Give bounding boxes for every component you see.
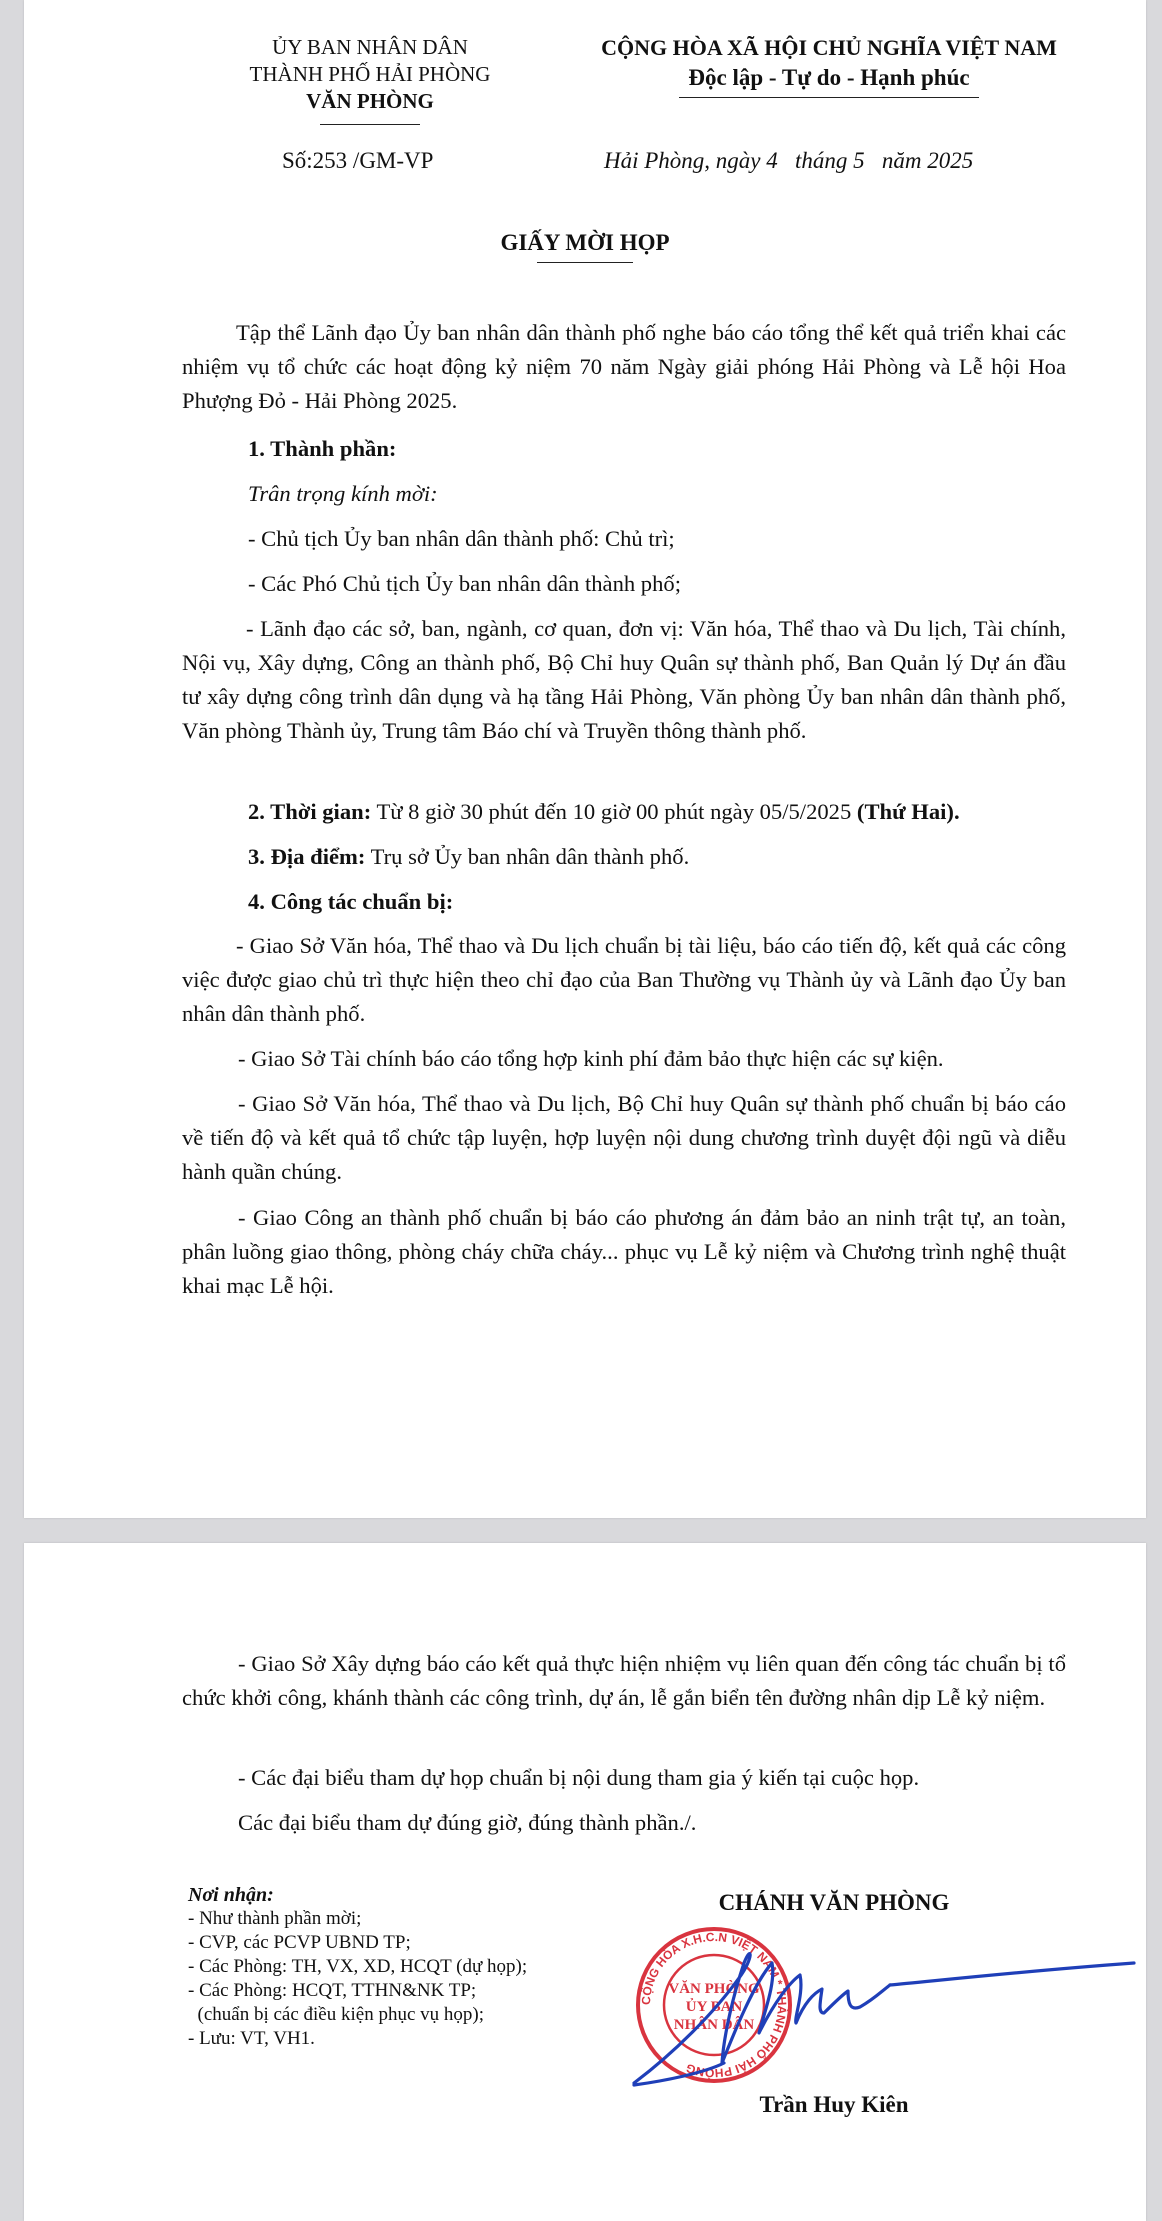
- recipients-heading: Nơi nhận:: [188, 1884, 274, 1906]
- intro-paragraph: [182, 316, 1066, 418]
- section-2-heading: 2. Thời gian:: [248, 799, 372, 824]
- section-3-text: Trụ sở Ủy ban nhân dân thành phố.: [365, 844, 690, 869]
- task-item: - Các đại biểu tham dự họp chuẩn bị nội dung tham gia ý kiến tại cuộc họp.: [238, 1765, 920, 1790]
- document-date: Hải Phòng, ngày 4 tháng 5 năm 2025: [604, 148, 974, 173]
- document-title: GIẤY MỜI HỌP: [500, 230, 670, 255]
- task-item: - Giao Sở Tài chính báo cáo tổng hợp kinh phí đảm bảo thực hiện các sự kiện.: [238, 1046, 944, 1071]
- recipients-block: [188, 1883, 527, 2051]
- stamp-inner-line: VĂN PHÒNG: [668, 1981, 760, 1997]
- section-1-invite: Trân trọng kính mời:: [248, 481, 438, 506]
- stamp-and-signature-graphic: [604, 1923, 1144, 2093]
- task-item: [182, 929, 1066, 1031]
- recipient-line: - CVP, các PCVP UBND TP;: [188, 1932, 411, 1953]
- signer-role: CHÁNH VĂN PHÒNG: [718, 1890, 950, 1915]
- attendee-text: - Lãnh đạo các sở, ban, ngành, cơ quan, đơn vị: Văn hóa, Thể thao và Du lịch, Tài chính, Nội vụ, Xây dựng, Công an thành phố, Bộ Chỉ huy Quân sự thành phố, Ban Quản lý Dự án đầu tư xây dựng công trình dân dụng và hạ tầng Hải Phòng, Văn phòng Ủy ban nhân dân thành phố, Văn phòng Thành ủy, Trung tâm Báo chí và Truyền thông thành phố.: [182, 616, 1066, 743]
- intro-text: Tập thể Lãnh đạo Ủy ban nhân dân thành phố nghe báo cáo tổng thể kết quả triển khai các nhiệm vụ tổ chức các hoạt động kỷ niệm 70 năm Ngày giải phóng Hải Phòng và Lễ hội Hoa Phượng Đỏ - Hải Phòng 2025.: [182, 320, 1066, 413]
- document-page-2: [24, 1543, 1146, 2221]
- section-3-heading: 3. Địa điểm:: [248, 844, 366, 869]
- motto-underline: [679, 97, 979, 98]
- task-item: [182, 1087, 1066, 1189]
- stamp-inner-line: ỦY BAN: [685, 1999, 743, 2015]
- task-text: - Giao Sở Xây dựng báo cáo kết quả thực hiện nhiệm vụ liên quan đến công tác chuẩn bị tổ chức khởi công, khánh thành các công trình, dự án, lễ gắn biển tên đường nhân dịp Lễ kỷ niệm.: [182, 1651, 1066, 1710]
- attendee-item: - Các Phó Chủ tịch Ủy ban nhân dân thành phố;: [248, 571, 681, 596]
- national-title: CỘNG HÒA XÃ HỘI CHỦ NGHĨA VIỆT NAM: [601, 35, 1057, 60]
- title-underline: [537, 262, 633, 263]
- attendee-item: - Chủ tịch Ủy ban nhân dân thành phố: Chủ trì;: [248, 526, 675, 551]
- task-text: - Giao Sở Văn hóa, Thể thao và Du lịch, Bộ Chỉ huy Quân sự thành phố chuẩn bị báo cáo về tiến độ và kết quả tổ chức tập luyện, hợp luyện nội dung chương trình duyệt đội ngũ và diễu hành quần chúng.: [182, 1091, 1066, 1184]
- recipient-line: - Như thành phần mời;: [188, 1908, 362, 1929]
- stamp-outer-text: CỘNG HÒA X.H.C.N VIỆT NAM * THÀNH PHỐ HẢI PHÒNG: [638, 1929, 790, 2081]
- signer-name: Trần Huy Kiên: [759, 2092, 909, 2117]
- attendee-item: [182, 612, 1066, 748]
- section-2: [248, 795, 960, 829]
- section-4-heading: 4. Công tác chuẩn bị:: [248, 889, 454, 914]
- closing-line: Các đại biểu tham dự đúng giờ, đúng thành phần./.: [238, 1810, 697, 1835]
- issuer-block: [220, 34, 520, 115]
- section-2-text: Từ 8 giờ 30 phút đến 10 giờ 00 phút ngày 05/5/2025: [371, 799, 857, 824]
- recipient-line: - Các Phòng: TH, VX, XD, HCQT (dự họp);: [188, 1956, 528, 1977]
- issuer-line-3: VĂN PHÒNG: [306, 89, 434, 113]
- section-3: [248, 840, 689, 874]
- task-text: - Giao Công an thành phố chuẩn bị báo cáo phương án đảm bảo an ninh trật tự, an toàn, phân luồng giao thông, phòng cháy chữa cháy... phục vụ Lễ kỷ niệm và Chương trình nghệ thuật khai mạc Lễ hội.: [182, 1205, 1066, 1298]
- document-page-1: [24, 0, 1146, 1518]
- issuer-line-2: THÀNH PHỐ HẢI PHÒNG: [249, 62, 491, 86]
- stamp-inner-line: NHÂN DÂN: [673, 2017, 755, 2033]
- task-item: [182, 1201, 1066, 1303]
- task-text: - Giao Sở Văn hóa, Thể thao và Du lịch chuẩn bị tài liệu, báo cáo tiến độ, kết quả các công việc được giao chủ trì thực hiện theo chỉ đạo của Ban Thường vụ Thành ủy và Lãnh đạo Ủy ban nhân dân thành phố.: [182, 933, 1066, 1026]
- recipient-line: - Các Phòng: HCQT, TTHN&NK TP;: [188, 1980, 477, 2001]
- recipient-line: (chuẩn bị các điều kiện phục vụ họp);: [188, 2004, 484, 2025]
- document-number: Số:253 /GM-VP: [282, 148, 434, 173]
- recipient-line: - Lưu: VT, VH1.: [188, 2028, 315, 2049]
- issuer-line-1: ỦY BAN NHÂN DÂN: [272, 35, 468, 59]
- section-1-heading: 1. Thành phần:: [248, 436, 397, 461]
- section-2-day: (Thứ Hai).: [856, 799, 960, 824]
- national-motto: Độc lập - Tự do - Hạnh phúc: [688, 65, 970, 90]
- task-item: [182, 1647, 1066, 1715]
- issuer-underline: [320, 124, 420, 125]
